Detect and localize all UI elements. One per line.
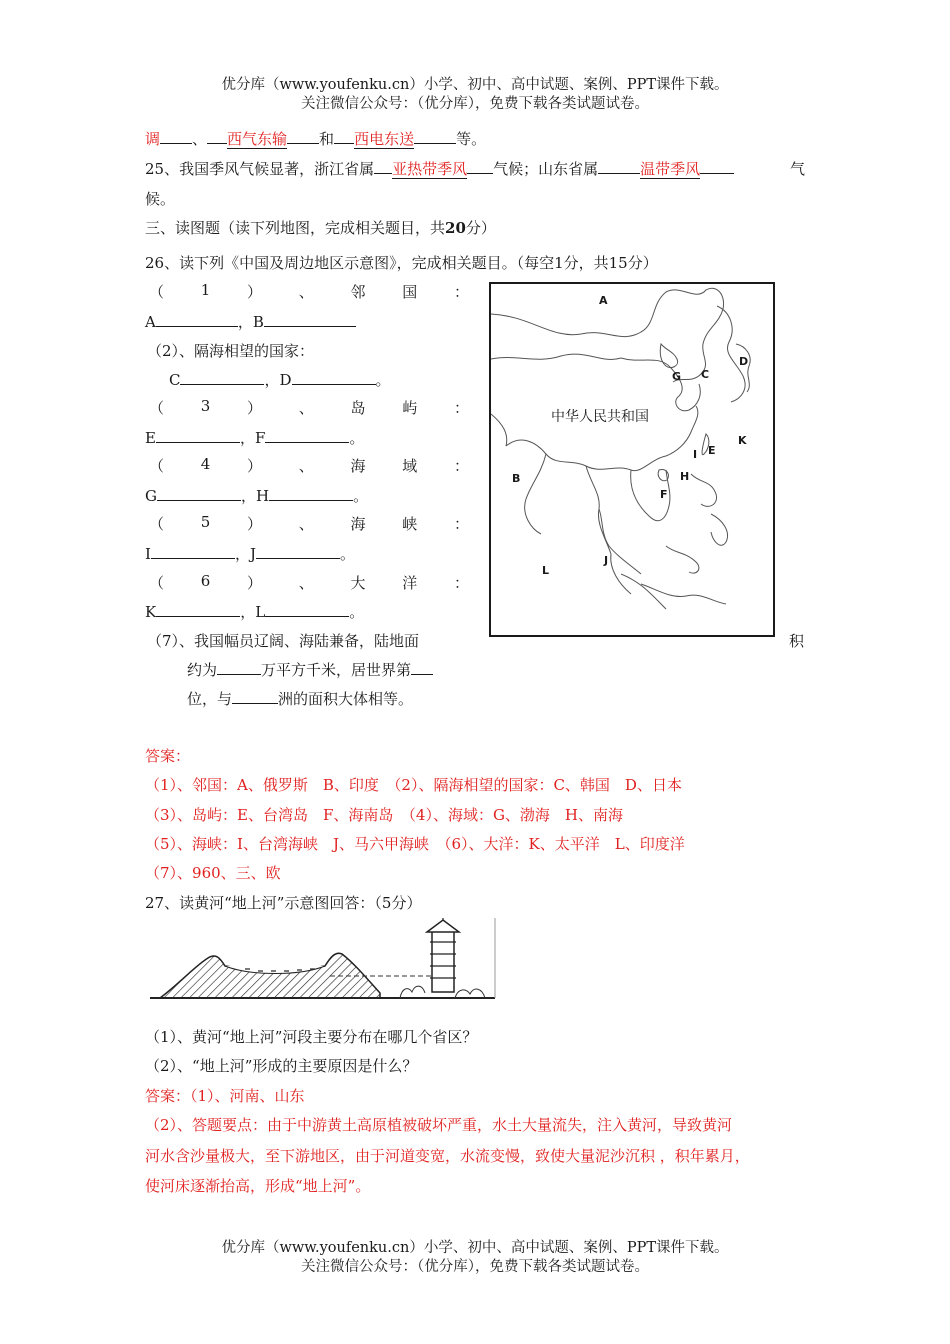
q27-sub-2: （2）、“地上河”形成的主要原因是什么？ [145, 1057, 418, 1075]
q26-answer-line-3: （5）、海峡：I、台湾海峡 J、马六甲海峡 （6）、大洋：K、太平洋 L、印度洋 [145, 835, 685, 853]
q25-answer-2: 温带季风 [640, 160, 701, 178]
q26-answer-line-4: （7）、960、三、欧 [145, 864, 281, 882]
map-label-l: L [542, 564, 550, 577]
q24-answer-1: 调 [145, 130, 161, 148]
q24-answer-2: 西气东输 [227, 130, 288, 148]
q26-part-7-line-3: 位，与 洲的面积大体相等。 [187, 690, 414, 708]
q26-part-6: （ 6 ） 、 大 洋 ： [149, 572, 469, 592]
q26-part-3: （ 3 ） 、 岛 屿 ： [149, 397, 469, 417]
q26-answer-line-2: （3）、岛屿：E、台湾岛 F、海南岛 （4）、海域：G、渤海 H、南海 [145, 806, 624, 824]
map-label-e: E [708, 444, 716, 457]
map-outline [491, 284, 773, 635]
q27-answer-1: 答案：（1）、河南、山东 [145, 1087, 305, 1105]
header-line-2: 关注微信公众号：（优分库），免费下载各类试题试卷。 [301, 96, 649, 112]
q26-part-4: （ 4 ） 、 海 域 ： [149, 455, 469, 475]
yellow-river-diagram [150, 918, 500, 1002]
q26-part-4-blanks: G ，H 。 [145, 487, 369, 505]
china-map [489, 282, 775, 637]
map-label-f: F [660, 488, 668, 501]
q24-answer-3: 西电东送 [354, 130, 415, 148]
q27-answer-2-line-3: 使河床逐渐抬高，形成“地上河”。 [145, 1177, 371, 1195]
map-label-g: G [672, 370, 682, 383]
map-label-h: H [680, 470, 690, 483]
header-line-1: 优分库（www.youfenku.cn）小学、初中、高中试题、案例、PPT课件下载。 [221, 77, 729, 93]
q25-answer-1: 亚热带季风 [392, 160, 468, 178]
map-label-j: J [604, 554, 609, 567]
map-label-k: K [738, 434, 747, 447]
q26-part-2: （2）、隔海相望的国家： [147, 342, 315, 360]
q27-answer-2-line-1: （2）、答题要点：由于中游黄土高原植被破坏严重，水土大量流失，注入黄河，导致黄河 [145, 1116, 733, 1134]
q26-answer-heading: 答案： [145, 747, 191, 765]
q24-tail: 调 、 西气东输 和 西电东送 等。 [145, 130, 487, 148]
q27-sub-1: （1）、黄河“地上河”河段主要分布在哪几个省区？ [145, 1028, 478, 1046]
map-label-c: C [701, 368, 710, 381]
q26-part-5: （ 5 ） 、 海 峡 ： [149, 513, 469, 533]
q26-part-7-ji: 积 [789, 632, 805, 650]
map-label-b: B [512, 472, 521, 485]
q27-stem: 27、读黄河“地上河”示意图回答：（5分） [145, 894, 422, 912]
map-label-i: I [693, 448, 698, 461]
q26-part-2-blanks: C ，D 。 [169, 371, 391, 389]
section-3-title: 三、读图题（读下列地图，完成相关题目，共20分） [145, 219, 496, 237]
q26-part-1-blanks: A ，B [145, 311, 356, 332]
q26-part-3-blanks: E ，F 。 [145, 429, 365, 447]
map-label-a: A [599, 294, 608, 307]
map-title: 中华人民共和国 [551, 409, 649, 425]
map-label-d: D [739, 355, 749, 368]
q25-line-2: 候。 [145, 190, 176, 208]
q26-part-6-blanks: K ，L 。 [145, 603, 365, 621]
q26-answer-line-1: （1）、邻国：A、俄罗斯 B、印度 （2）、隔海相望的国家：C、韩国 D、日本 [145, 776, 682, 794]
q26-stem: 26、读下列《中国及周边地区示意图》，完成相关题目。（每空1分，共15分） [145, 254, 658, 272]
q26-part-7-line-1: （7）、我国幅员辽阔、海陆兼备，陆地面 [147, 632, 420, 650]
footer-line-1: 优分库（www.youfenku.cn）小学、初中、高中试题、案例、PPT课件下载。 [221, 1240, 729, 1256]
q26-part-1: （ 1 ） 、 邻 国 ： [149, 281, 469, 301]
q25-line-1: 25、我国季风气候显著，浙江省属 亚热带季风 气候；山东省属 温带季风 气 [145, 160, 805, 178]
footer-line-2: 关注微信公众号：（优分库），免费下载各类试题试卷。 [301, 1259, 649, 1275]
q26-part-5-blanks: I ，J 。 [145, 545, 355, 563]
q27-answer-2-line-2: 河水含沙量极大，至下游地区，由于河道变宽，水流变慢，致使大量泥沙沉积 ，积年累月， [145, 1147, 750, 1165]
q26-part-7-line-2: 约为 万平方千米，居世界第 [187, 659, 433, 680]
